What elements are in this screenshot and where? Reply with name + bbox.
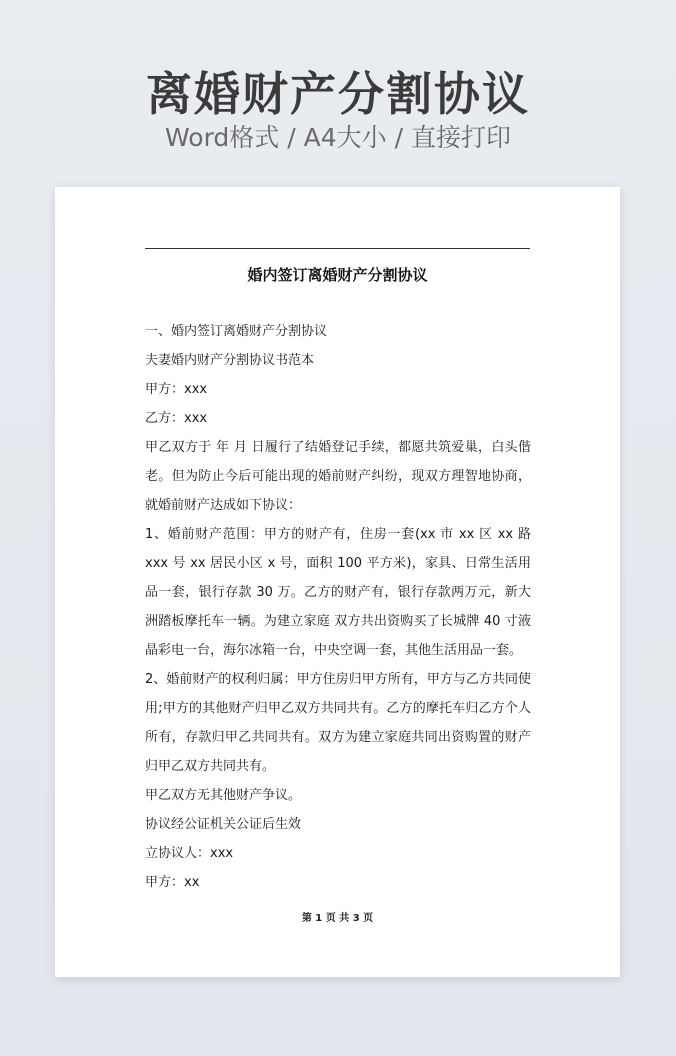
header-rule [145, 248, 530, 249]
paragraph-subheading: 夫妻婚内财产分割协议书范本 [145, 353, 315, 368]
paragraph-no-dispute: 甲乙双方无其他财产争议。 [145, 788, 302, 803]
paragraph-clause-2: 2、婚前财产的权利归属：甲方住房归甲方所有，甲方与乙方共同使用;甲方的其他财产归甲乙双方共同共有。乙方的摩托车归乙方个人所有，存款归甲乙共同共有。双方为建立家庭共同出资购置的财产归甲乙双方共同共有。 [145, 672, 531, 774]
paragraph-effective: 协议经公证机关公证后生效 [145, 817, 302, 832]
page-footer: 第 1 页 共 3 页 [301, 913, 374, 924]
document-page [55, 187, 620, 977]
paragraph-party-a-sign: 甲方：xx [145, 875, 200, 890]
banner-subtitle: Word格式 / A4大小 / 直接打印 [165, 123, 511, 152]
document-title: 婚内签订离婚财产分割协议 [247, 266, 428, 284]
banner-title: 离婚财产分割协议 [146, 67, 530, 121]
paragraph-signatory: 立协议人：xxx [145, 846, 234, 861]
paragraph-party-b: 乙方：xxx [145, 411, 208, 426]
paragraph-heading: 一、婚内签订离婚财产分割协议 [145, 324, 328, 339]
document-body [145, 317, 531, 897]
paragraph-clause-1: 1、婚前财产范围：甲方的财产有，住房一套(xx 市 xx 区 xx 路 xxx 号 xx 居民小区 x 号，面积 100 平方米)，家具、日常生活用品一套，银行存款 30 万。乙方的财产有，银行存款两万元，新大洲踏板摩托车一辆。为建立家庭 双方共出资购买了长城牌 40 寸液晶彩电一台，海尔冰箱一台，中央空调一套，其他生活用品一套。 [145, 527, 531, 658]
paragraph-preamble: 甲乙双方于 年 月 日履行了结婚登记手续，都愿共筑爱巢，白头偕老。但为防止今后可能出现的婚前财产纠纷，现双方理智地协商，就婚前财产达成如下协议： [145, 440, 531, 513]
paragraph-party-a: 甲方：xxx [145, 382, 208, 397]
